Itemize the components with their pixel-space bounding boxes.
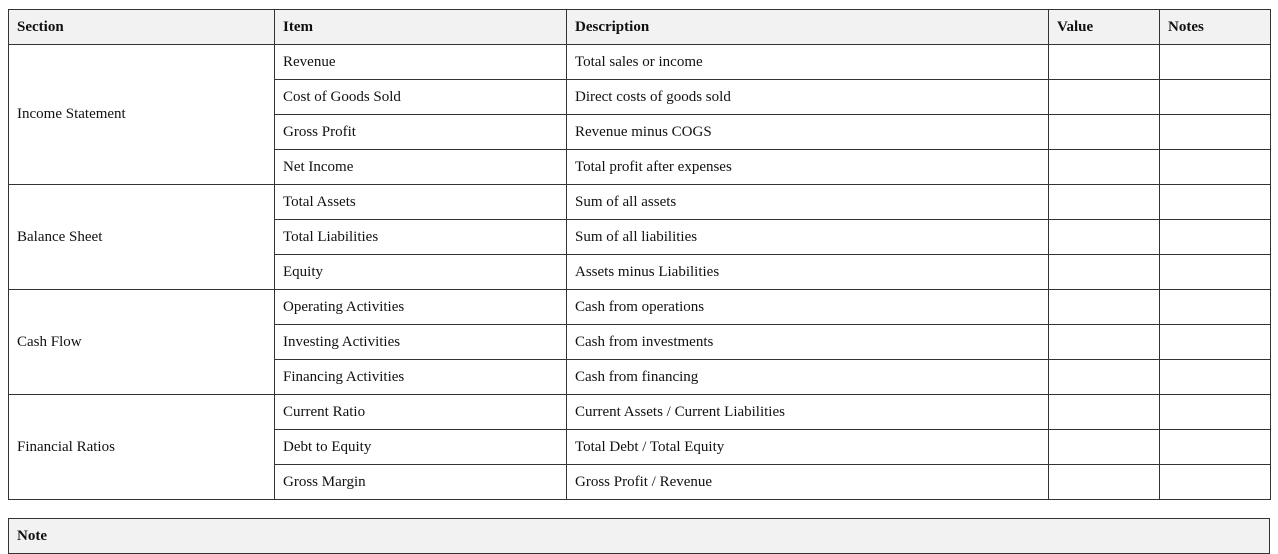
table-header-row bbox=[9, 10, 1271, 45]
header-value: Value bbox=[1049, 10, 1160, 45]
value-cell[interactable] bbox=[1049, 255, 1160, 290]
value-cell[interactable] bbox=[1049, 185, 1160, 220]
notes-cell[interactable] bbox=[1160, 115, 1271, 150]
value-cell[interactable] bbox=[1049, 150, 1160, 185]
item-cell: Current Ratio bbox=[275, 395, 567, 430]
value-cell[interactable] bbox=[1049, 80, 1160, 115]
notes-cell[interactable] bbox=[1160, 395, 1271, 430]
value-cell[interactable] bbox=[1049, 430, 1160, 465]
section-cell: Cash Flow bbox=[9, 290, 275, 395]
item-cell: Net Income bbox=[275, 150, 567, 185]
description-cell: Direct costs of goods sold bbox=[567, 80, 1049, 115]
description-cell: Sum of all assets bbox=[567, 185, 1049, 220]
header-description: Description bbox=[567, 10, 1049, 45]
description-cell: Cash from investments bbox=[567, 325, 1049, 360]
notes-cell[interactable] bbox=[1160, 325, 1271, 360]
notes-cell[interactable] bbox=[1160, 80, 1271, 115]
notes-cell[interactable] bbox=[1160, 220, 1271, 255]
item-cell: Total Liabilities bbox=[275, 220, 567, 255]
value-cell[interactable] bbox=[1049, 360, 1160, 395]
value-cell[interactable] bbox=[1049, 465, 1160, 500]
description-cell: Sum of all liabilities bbox=[567, 220, 1049, 255]
description-cell: Total sales or income bbox=[567, 45, 1049, 80]
description-cell: Cash from financing bbox=[567, 360, 1049, 395]
item-cell: Total Assets bbox=[275, 185, 567, 220]
section-cell: Balance Sheet bbox=[9, 185, 275, 290]
item-cell: Equity bbox=[275, 255, 567, 290]
table-row bbox=[9, 185, 1271, 220]
description-cell: Total profit after expenses bbox=[567, 150, 1049, 185]
table-row bbox=[9, 45, 1271, 80]
page-content bbox=[8, 9, 1270, 554]
notes-cell[interactable] bbox=[1160, 185, 1271, 220]
description-cell: Gross Profit / Revenue bbox=[567, 465, 1049, 500]
description-cell: Total Debt / Total Equity bbox=[567, 430, 1049, 465]
description-cell: Assets minus Liabilities bbox=[567, 255, 1049, 290]
value-cell[interactable] bbox=[1049, 395, 1160, 430]
item-cell: Financing Activities bbox=[275, 360, 567, 395]
note-header-row bbox=[9, 519, 1270, 554]
description-cell: Current Assets / Current Liabilities bbox=[567, 395, 1049, 430]
notes-cell[interactable] bbox=[1160, 465, 1271, 500]
section-cell: Income Statement bbox=[9, 45, 275, 185]
header-notes: Notes bbox=[1160, 10, 1271, 45]
value-cell[interactable] bbox=[1049, 290, 1160, 325]
note-table bbox=[8, 518, 1270, 554]
value-cell[interactable] bbox=[1049, 325, 1160, 360]
notes-cell[interactable] bbox=[1160, 150, 1271, 185]
header-section: Section bbox=[9, 10, 275, 45]
description-cell: Revenue minus COGS bbox=[567, 115, 1049, 150]
notes-cell[interactable] bbox=[1160, 430, 1271, 465]
description-cell: Cash from operations bbox=[567, 290, 1049, 325]
item-cell: Operating Activities bbox=[275, 290, 567, 325]
value-cell[interactable] bbox=[1049, 115, 1160, 150]
table-row bbox=[9, 395, 1271, 430]
item-cell: Investing Activities bbox=[275, 325, 567, 360]
value-cell[interactable] bbox=[1049, 45, 1160, 80]
header-item: Item bbox=[275, 10, 567, 45]
notes-cell[interactable] bbox=[1160, 45, 1271, 80]
item-cell: Debt to Equity bbox=[275, 430, 567, 465]
financial-template-table bbox=[8, 9, 1271, 500]
notes-cell[interactable] bbox=[1160, 290, 1271, 325]
item-cell: Gross Margin bbox=[275, 465, 567, 500]
item-cell: Gross Profit bbox=[275, 115, 567, 150]
notes-cell[interactable] bbox=[1160, 360, 1271, 395]
section-cell: Financial Ratios bbox=[9, 395, 275, 500]
item-cell: Revenue bbox=[275, 45, 567, 80]
notes-cell[interactable] bbox=[1160, 255, 1271, 290]
value-cell[interactable] bbox=[1049, 220, 1160, 255]
table-row bbox=[9, 290, 1271, 325]
item-cell: Cost of Goods Sold bbox=[275, 80, 567, 115]
note-header: Note bbox=[9, 519, 1270, 554]
